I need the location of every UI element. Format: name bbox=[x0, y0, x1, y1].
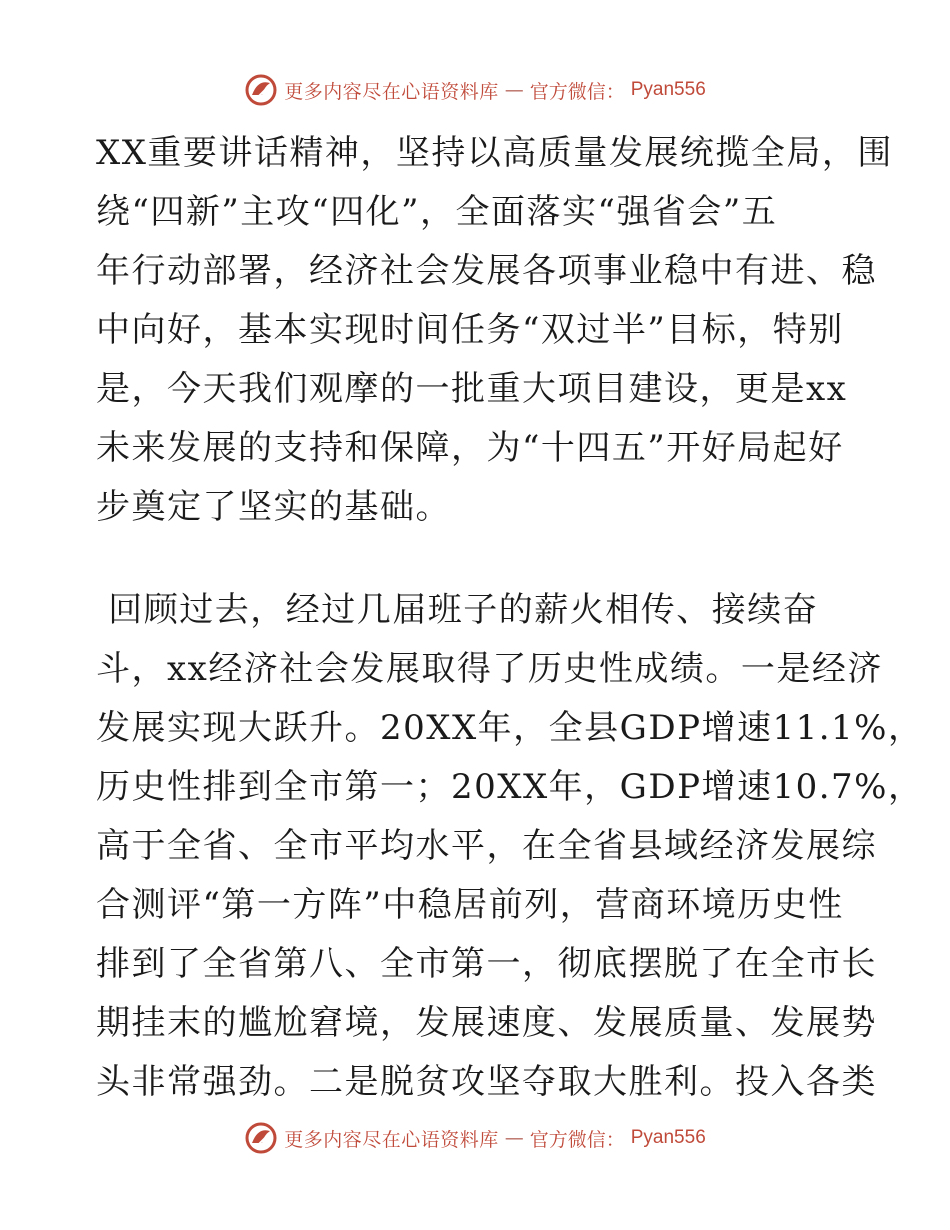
text-line: 未来发展的支持和保障，为“十四五”开好局起好 bbox=[96, 428, 844, 468]
logo-icon bbox=[244, 73, 278, 107]
banner-text: 更多内容尽在心语资料库 bbox=[284, 1128, 499, 1151]
banner-account: Pyan556 bbox=[630, 79, 706, 100]
text-line: 排到了全省第八、全市第一，彻底摆脱了在全市长 bbox=[96, 944, 877, 984]
banner-content bbox=[244, 73, 706, 107]
document-body bbox=[96, 124, 924, 1171]
text-line: XX重要讲话精神，坚持以高质量发展统揽全局，围 bbox=[96, 133, 893, 173]
banner-account: Pyan556 bbox=[630, 1127, 706, 1148]
text-line: 回顾过去，经过几届班子的薪火相传、接续奋 bbox=[96, 590, 819, 630]
banner-wechat-label: 官方微信： bbox=[529, 1128, 625, 1151]
paragraph-gap bbox=[96, 537, 866, 581]
text-line: 历史性排到全市第一；20XX年，GDP增速10.7%， bbox=[96, 767, 924, 807]
text-line: 中向好，基本实现时间任务“双过半”目标，特别 bbox=[96, 310, 844, 350]
banner-separator: — bbox=[504, 79, 524, 101]
banner-content bbox=[244, 1121, 706, 1155]
text-line: 发展实现大跃升。20XX年，全县GDP增速11.1%， bbox=[96, 708, 924, 748]
text-line: 绕“四新”主攻“四化”，全面落实“强省会”五 bbox=[96, 192, 778, 232]
text-line: 合测评“第一方阵”中稳居前列，营商环境历史性 bbox=[96, 885, 844, 925]
paragraph-1 bbox=[96, 124, 893, 537]
text-line: 高于全省、全市平均水平，在全省县域经济发展综 bbox=[96, 826, 877, 866]
banner-separator: — bbox=[504, 1127, 524, 1149]
banner-text: 更多内容尽在心语资料库 bbox=[284, 80, 499, 103]
text-line: 步奠定了坚实的基础。 bbox=[96, 487, 451, 527]
text-line: 头非常强劲。二是脱贫攻坚夺取大胜利。投入各类 bbox=[96, 1062, 877, 1102]
header-banner bbox=[0, 70, 950, 110]
paragraph-2 bbox=[96, 581, 924, 1171]
banner-wechat-label: 官方微信： bbox=[529, 80, 625, 103]
text-line: 是，今天我们观摩的一批重大项目建设，更是xx bbox=[96, 369, 848, 409]
footer-banner bbox=[0, 1118, 950, 1158]
text-line: 年行动部署，经济社会发展各项事业稳中有进、稳 bbox=[96, 251, 877, 291]
logo-icon bbox=[244, 1121, 278, 1155]
text-line: 期挂末的尴尬窘境，发展速度、发展质量、发展势 bbox=[96, 1003, 877, 1043]
text-line: 斗，xx经济社会发展取得了历史性成绩。一是经济 bbox=[96, 649, 883, 689]
